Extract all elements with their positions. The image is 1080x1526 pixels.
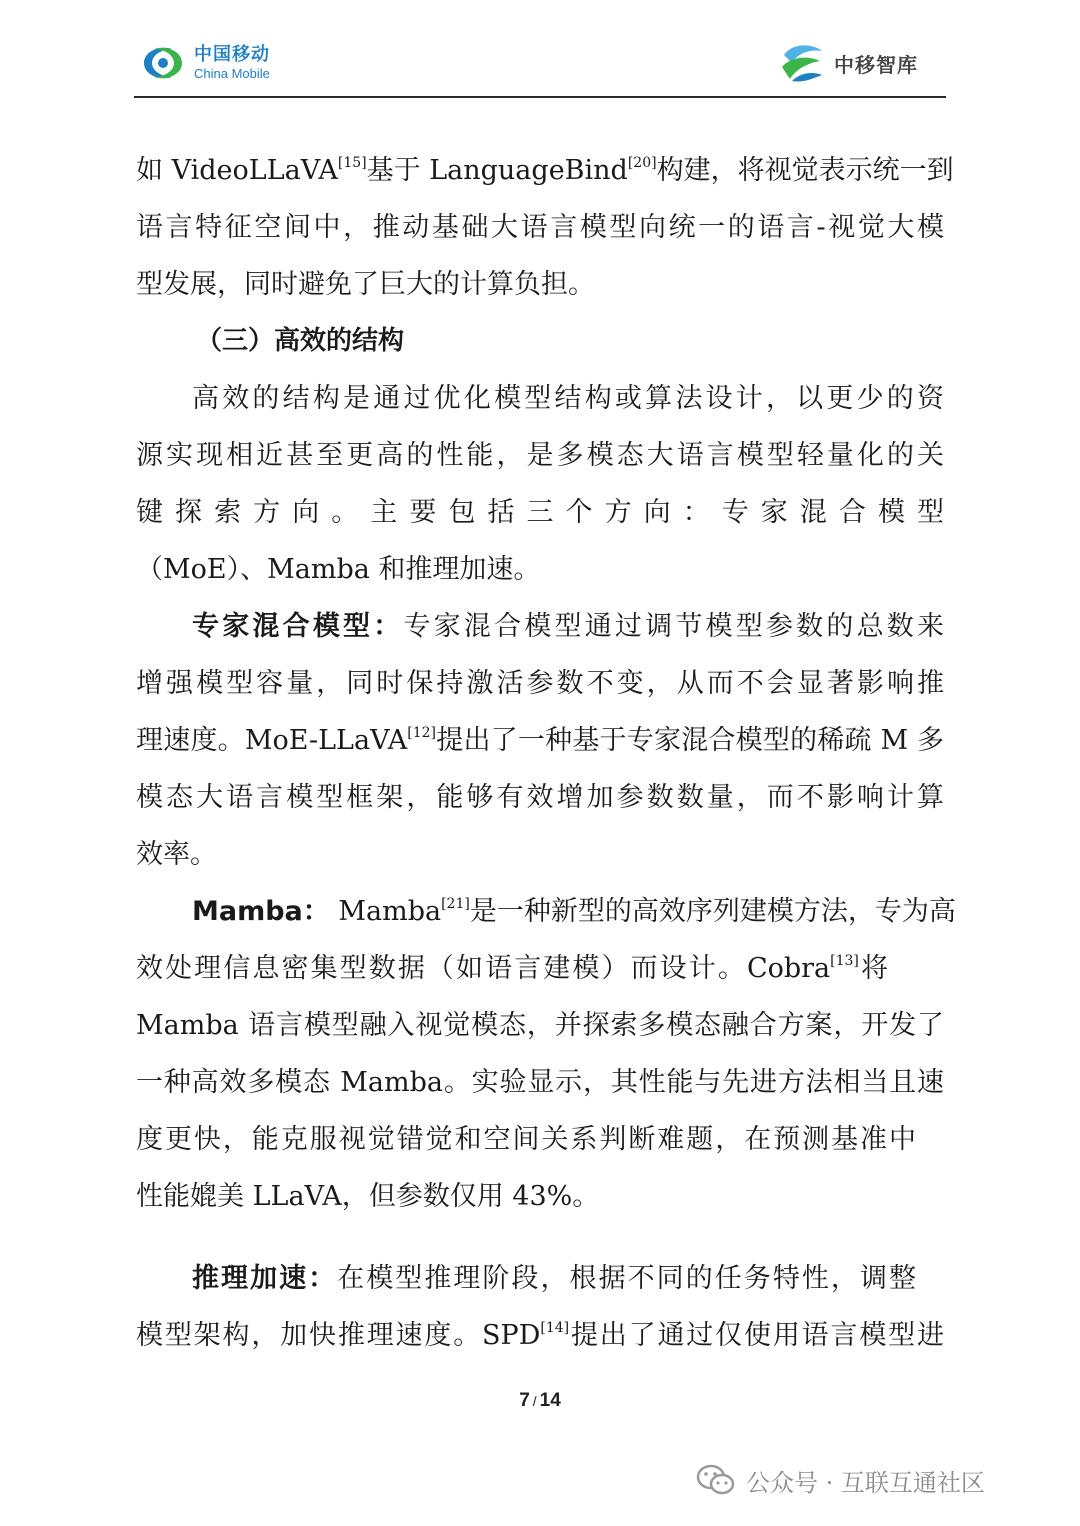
text-run: Mamba bbox=[329, 896, 442, 927]
paragraph-line: 源实现相近甚至更高的性能，是多模态大语言模型轻量化的关 bbox=[136, 440, 944, 471]
citation: [15] bbox=[337, 155, 367, 171]
page-header bbox=[0, 0, 1080, 100]
mamba-label: Mamba： bbox=[192, 896, 330, 927]
paragraph-line bbox=[136, 712, 944, 769]
wechat-icon bbox=[696, 1463, 736, 1497]
paragraph-line: 效率。 bbox=[136, 839, 217, 870]
paragraph-line: 键探索方向。主要包括三个方向：专家混合模型 bbox=[136, 497, 944, 528]
paragraph-line bbox=[136, 883, 956, 940]
text-run: 构建，将视觉表示统一到 bbox=[656, 155, 954, 186]
moe-label: 专家混合模型： bbox=[192, 611, 404, 642]
text-run: 将 bbox=[858, 953, 888, 984]
paragraph-line: 高效的结构是通过优化模型结构或算法设计，以更少的资 bbox=[192, 383, 944, 414]
paragraph-line: （MoE）、Mamba 和推理加速。 bbox=[136, 554, 541, 585]
text-run: 理速度。MoE-LLaVA bbox=[136, 725, 408, 756]
paragraph-line: Mamba 语言模型融入视觉模态，并探索多模态融合方案，开发了 bbox=[136, 1010, 944, 1041]
paragraph-line: 增强模型容量，同时保持激活参数不变，从而不会显著影响推 bbox=[136, 668, 944, 699]
text-run: 提出了通过仅使用语言模型进 bbox=[569, 1320, 945, 1351]
page-separator: / bbox=[532, 1393, 537, 1409]
logo-en-text: China Mobile bbox=[194, 66, 270, 81]
text-run: 如 VideoLLaVA bbox=[136, 155, 338, 186]
citation: [20] bbox=[627, 155, 657, 171]
text-run: 是一种新型的高效序列建模方法，专为高 bbox=[469, 896, 956, 927]
citation: [12] bbox=[407, 725, 436, 741]
text-run: 基于 LanguageBind bbox=[366, 155, 628, 186]
china-mobile-logo bbox=[140, 38, 270, 88]
citation: [14] bbox=[540, 1320, 570, 1336]
paragraph-line: 型发展，同时避免了巨大的计算负担。 bbox=[136, 269, 595, 300]
paragraph-line bbox=[136, 1250, 916, 1307]
think-tank-leaf-icon bbox=[778, 41, 826, 85]
logo-cn-text: 中国移动 bbox=[194, 44, 270, 65]
page-number bbox=[0, 1390, 1080, 1412]
paragraph-line: 性能媲美 LLaVA，但参数仅用 43%。 bbox=[136, 1181, 600, 1212]
paragraph-line: 一种高效多模态 Mamba。实验显示，其性能与先进方法相当且速 bbox=[136, 1067, 944, 1098]
paragraph-line bbox=[136, 1307, 944, 1364]
paragraph-line bbox=[136, 940, 888, 997]
text-run: 在模型推理阶段，根据不同的任务特性，调整 bbox=[337, 1263, 917, 1294]
paragraph-line bbox=[136, 142, 954, 199]
paragraph-line bbox=[136, 598, 944, 655]
section-heading: （三）高效的结构 bbox=[196, 326, 405, 356]
paragraph-line: 语言特征空间中，推动基础大语言模型向统一的语言-视觉大模 bbox=[136, 212, 944, 243]
paragraph-line: 模态大语言模型框架，能够有效增加参数数量，而不影响计算 bbox=[136, 782, 944, 813]
text-run: 专家混合模型通过调节模型参数的总数来 bbox=[403, 611, 945, 642]
paragraph-line: 度更快，能克服视觉错觉和空间关系判断难题，在预测基准中 bbox=[136, 1124, 916, 1155]
text-run: 模型架构，加快推理速度。SPD bbox=[136, 1320, 541, 1351]
inference-label: 推理加速： bbox=[192, 1263, 338, 1294]
citation: [13] bbox=[830, 953, 859, 969]
page-total: 14 bbox=[539, 1390, 561, 1411]
think-tank-text: 中移智库 bbox=[834, 52, 918, 77]
document-body bbox=[136, 142, 956, 1364]
citation: [21] bbox=[441, 896, 470, 912]
cm-think-tank-logo bbox=[778, 38, 918, 88]
text-run: 提出了一种基于专家混合模型的稀疏 M 多 bbox=[436, 725, 945, 756]
page-current: 7 bbox=[519, 1390, 530, 1411]
wechat-watermark bbox=[696, 1458, 985, 1502]
header-rule bbox=[134, 96, 946, 98]
text-run: 效处理信息密集型数据（如语言建模）而设计。Cobra bbox=[136, 953, 831, 984]
watermark-text: 公众号 · 互联互通社区 bbox=[746, 1468, 985, 1497]
china-mobile-swirl-icon bbox=[140, 43, 186, 83]
